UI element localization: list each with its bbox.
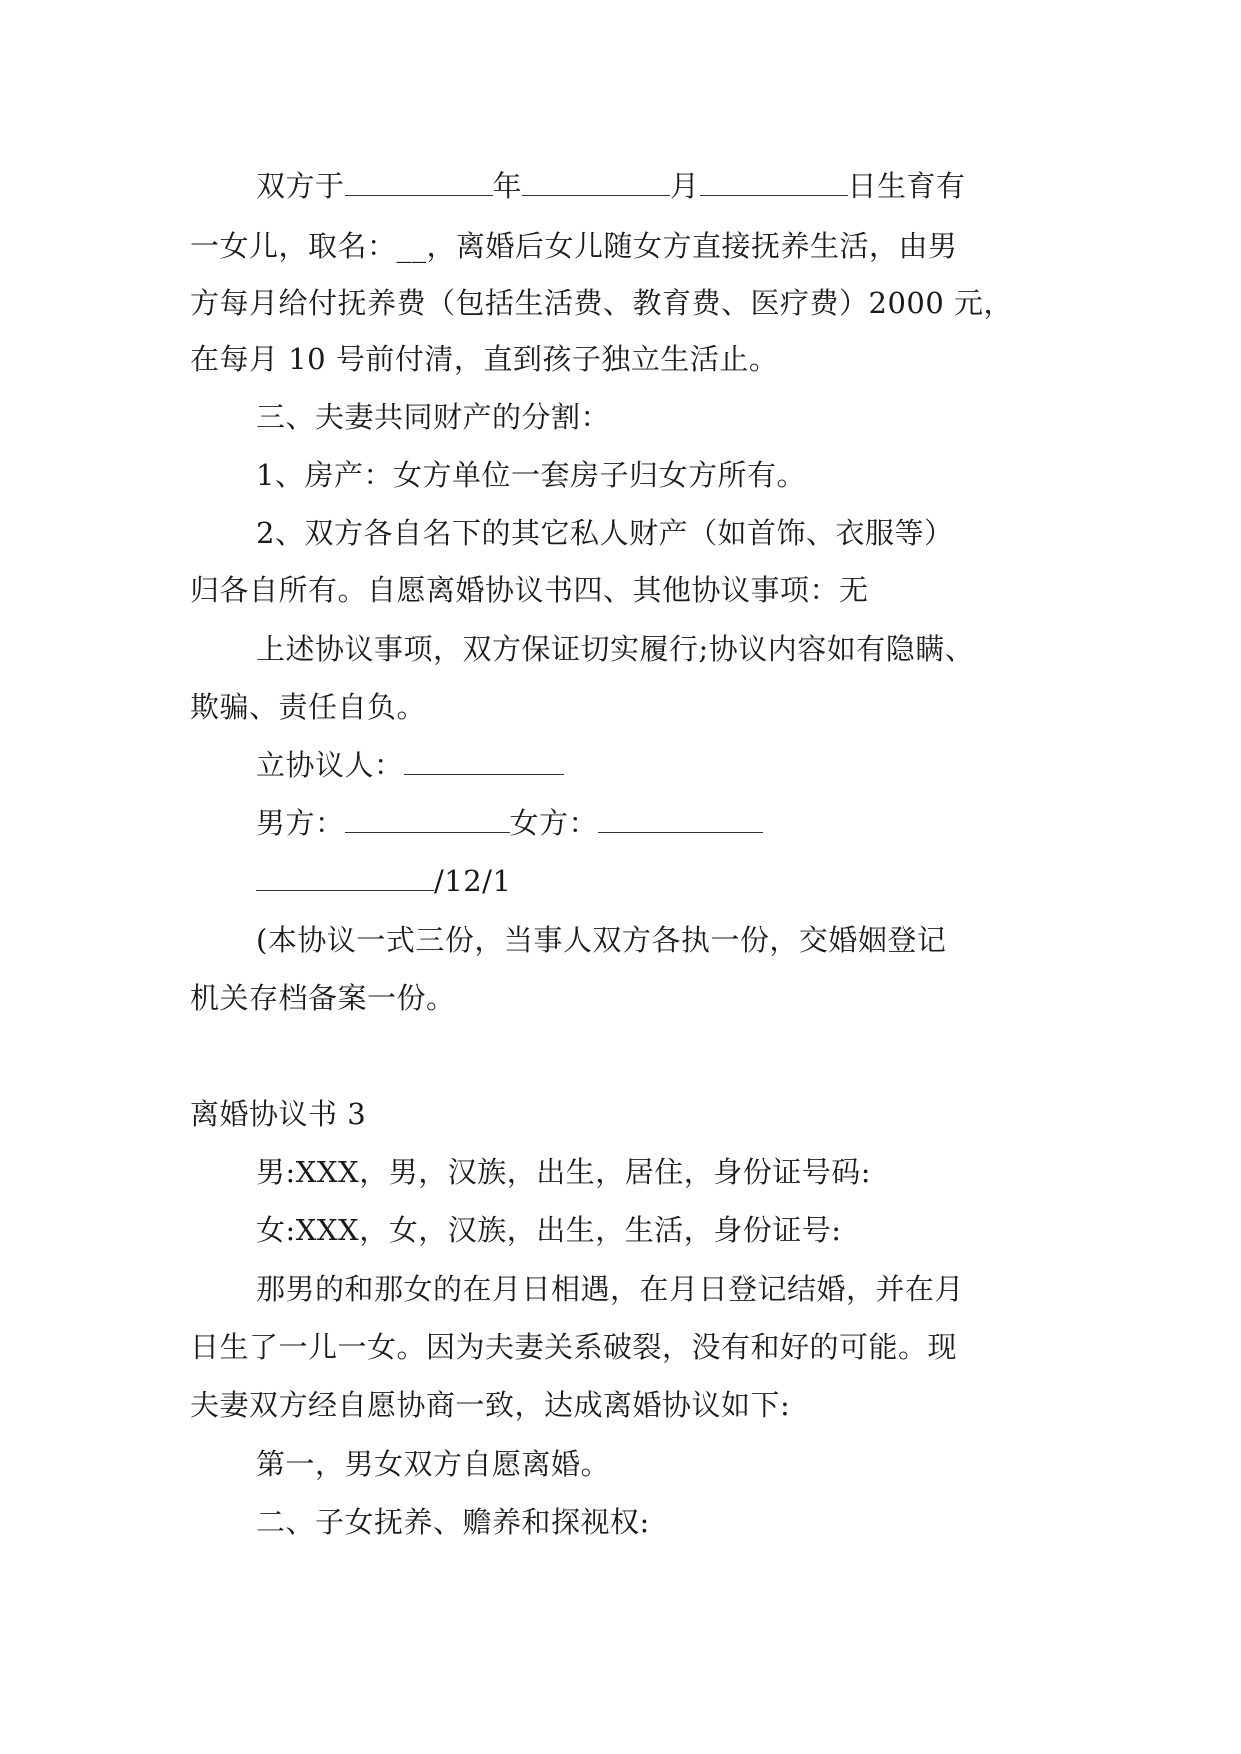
birth-prefix: 双方于 bbox=[256, 169, 345, 203]
month-blank bbox=[522, 167, 670, 196]
property-item-1: 1、房产：女方单位一套房子归女方所有。 bbox=[256, 458, 806, 492]
day-blank bbox=[700, 167, 848, 196]
female-label: 女方： bbox=[509, 806, 599, 840]
property-item-2-line1: 2、双方各自名下的其它私人财产（如首饰、衣服等） bbox=[256, 516, 954, 550]
year-label: 年 bbox=[492, 169, 523, 203]
date-blank bbox=[256, 862, 434, 891]
agreement-3-title: 离婚协议书 3 bbox=[190, 1097, 367, 1131]
guarantee-line2: 欺骗、责任自负。 bbox=[190, 690, 427, 724]
copies-line2: 机关存档备案一份。 bbox=[190, 981, 456, 1015]
date-line bbox=[256, 861, 1116, 901]
signatory-line bbox=[256, 745, 1116, 785]
section-three-heading: 三、夫妻共同财产的分割： bbox=[256, 400, 611, 434]
clause-1: 第一，男女双方自愿离婚。 bbox=[256, 1447, 611, 1481]
property-item-2-line2: 归各自所有。自愿离婚协议书四、其他协议事项：无 bbox=[190, 573, 869, 607]
male-info-line: 男:XXX，男，汉族，出生，居住，身份证号码: bbox=[256, 1155, 871, 1189]
male-label: 男方： bbox=[256, 806, 345, 840]
signatory-label: 立协议人： bbox=[256, 748, 404, 782]
date-suffix: /12/1 bbox=[434, 864, 512, 898]
payment-deadline-line: 在每月 10 号前付清，直到孩子独立生活止。 bbox=[190, 342, 779, 376]
child-support-line: 方每月给付抚养费（包括生活费、教育费、医疗费）2000 元， bbox=[190, 286, 1014, 320]
clause-2: 二、子女抚养、赡养和探视权: bbox=[256, 1505, 650, 1539]
month-label: 月 bbox=[670, 169, 700, 203]
year-blank bbox=[345, 167, 493, 196]
guarantee-line1: 上述协议事项，双方保证切实履行;协议内容如有隐瞒、 bbox=[256, 632, 975, 666]
birth-date-line bbox=[256, 166, 1116, 206]
parties-line bbox=[256, 803, 1116, 843]
signatory-blank bbox=[404, 746, 564, 775]
male-signature-blank bbox=[345, 804, 510, 833]
story-line3: 夫妻双方经自愿协商一致，达成离婚协议如下: bbox=[190, 1388, 791, 1422]
birth-suffix: 日生育有 bbox=[847, 169, 966, 203]
story-line1: 那男的和那女的在月日相遇，在月日登记结婚，并在月 bbox=[256, 1272, 965, 1306]
child-name-line: 一女儿，取名：__，离婚后女儿随女方直接抚养生活，由男 bbox=[190, 229, 958, 263]
copies-line1: (本协议一式三份，当事人双方各执一份，交婚姻登记 bbox=[256, 923, 947, 957]
female-signature-blank bbox=[598, 804, 763, 833]
story-line2: 日生了一儿一女。因为夫妻关系破裂，没有和好的可能。现 bbox=[190, 1330, 958, 1364]
female-info-line: 女:XXX，女，汉族，出生，生活，身份证号: bbox=[256, 1213, 842, 1247]
